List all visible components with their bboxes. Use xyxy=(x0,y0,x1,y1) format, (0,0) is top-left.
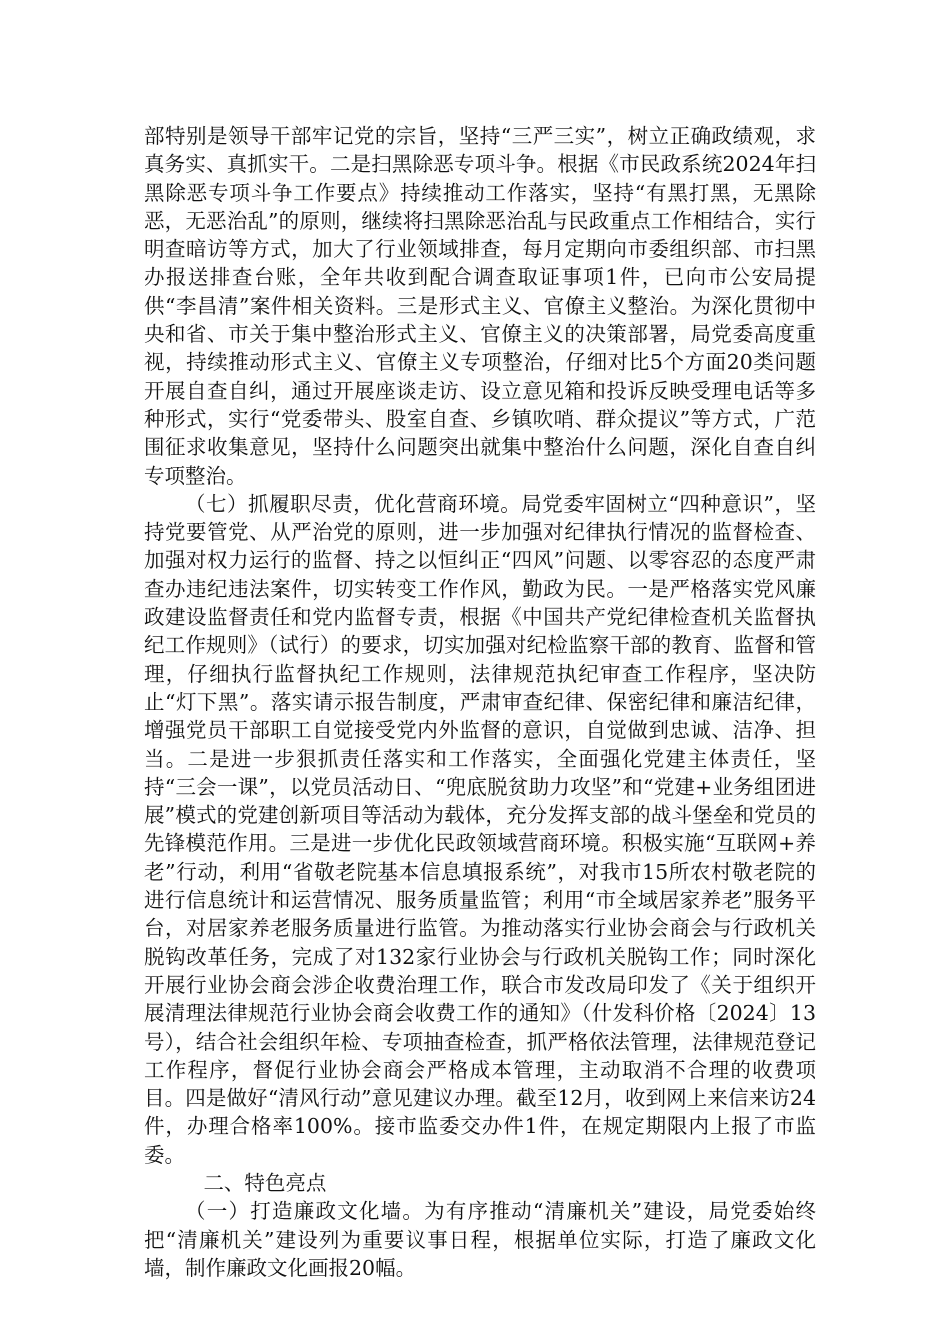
body-paragraph: 部特别是领导干部牢记党的宗旨，坚持“三严三实”，树立正确政绩观，求真务实、真抓实干。二是扫黑除恶专项斗争。根据《市民政系统2024年扫黑除恶专项斗争工作要点》持续推动工作落实，坚持“有黑打黑，无黑除恶，无恶治乱”的原则，继续将扫黑除恶治乱与民政重点工作相结合，实行明查暗访等方式，加大了行业领域排查，每月定期向市委组织部、市扫黑办报送排查台账，全年共收到配合调查取证事项1件，已向市公安局提供“李昌清”案件相关资料。三是形式主义、官僚主义整治。为深化贯彻中央和省、市关于集中整治形式主义、官僚主义的决策部署，局党委高度重视，持续推动形式主义、官僚主义专项整治，仔细对比5个方面20类问题开展自查自纠，通过开展座谈走访、设立意见箱和投诉反映受理电话等多种形式，实行“党委带头、股室自查、乡镇吹哨、群众提议”等方式，广范围征求收集意见，坚持什么问题突出就集中整治什么问题，深化自查自纠专项整治。 xyxy=(144,124,816,488)
document-body xyxy=(144,122,816,1282)
body-paragraph: （七）抓履职尽责，优化营商环境。局党委牢固树立“四种意识”，坚持党要管党、从严治党的原则，进一步加强对纪律执行情况的监督检查、加强对权力运行的监督、持之以恒纠正“四风”问题、以零容忍的态度严肃查办违纪违法案件，切实转变工作作风，勤政为民。一是严格落实党风廉政建设监督责任和党内监督专责，根据《中国共产党纪律检查机关监督执纪工作规则》（试行）的要求，切实加强对纪检监察干部的教育、监督和管理，仔细执行监督执纪工作规则，法律规范执纪审查工作程序，坚决防止“灯下黑”。落实请示报告制度，严肃审查纪律、保密纪律和廉洁纪律，增强党员干部职工自觉接受党内外监督的意识，自觉做到忠诚、洁净、担当。二是进一步狠抓责任落实和工作落实，全面强化党建主体责任，坚持“三会一课”，以党员活动日、“兜底脱贫助力攻坚”和“党建+业务组团进展”模式的党建创新项目等活动为载体，充分发挥支部的战斗堡垒和党员的先锋模范作用。三是进一步优化民政领域营商环境。积极实施“互联网+养老”行动，利用“省敬老院基本信息填报系统”，对我市15所农村敬老院的进行信息统计和运营情况、服务质量监管；利用“市全域居家养老”服务平台，对居家养老服务质量进行监管。为推动落实行业协会商会与行政机关脱钩改革任务，完成了对132家行业协会与行政机关脱钩工作；同时深化开展行业协会商会涉企收费治理工作，联合市发改局印发了《关于组织开展清理法律规范行业协会商会收费工作的通知》（什发科价格〔2024〕13号），结合社会组织年检、专项抽查检查，抓严格依法管理，法律规范登记工作程序，督促行业协会商会严格成本管理，主动取消不合理的收费项目。四是做好“清风行动”意见建议办理。截至12月，收到网上来信来访24件，办理合格率100%。接市监委交办件1件，在规定期限内上报了市监委。 xyxy=(144,491,816,1167)
body-paragraph: （一）打造廉政文化墙。为有序推动“清廉机关”建设，局党委始终把“清廉机关”建设列为重要议事日程，根据单位实际，打造了廉政文化墙，制作廉政文化画报20幅。 xyxy=(144,1199,816,1280)
section-heading: 二、特色亮点 xyxy=(203,1170,327,1195)
